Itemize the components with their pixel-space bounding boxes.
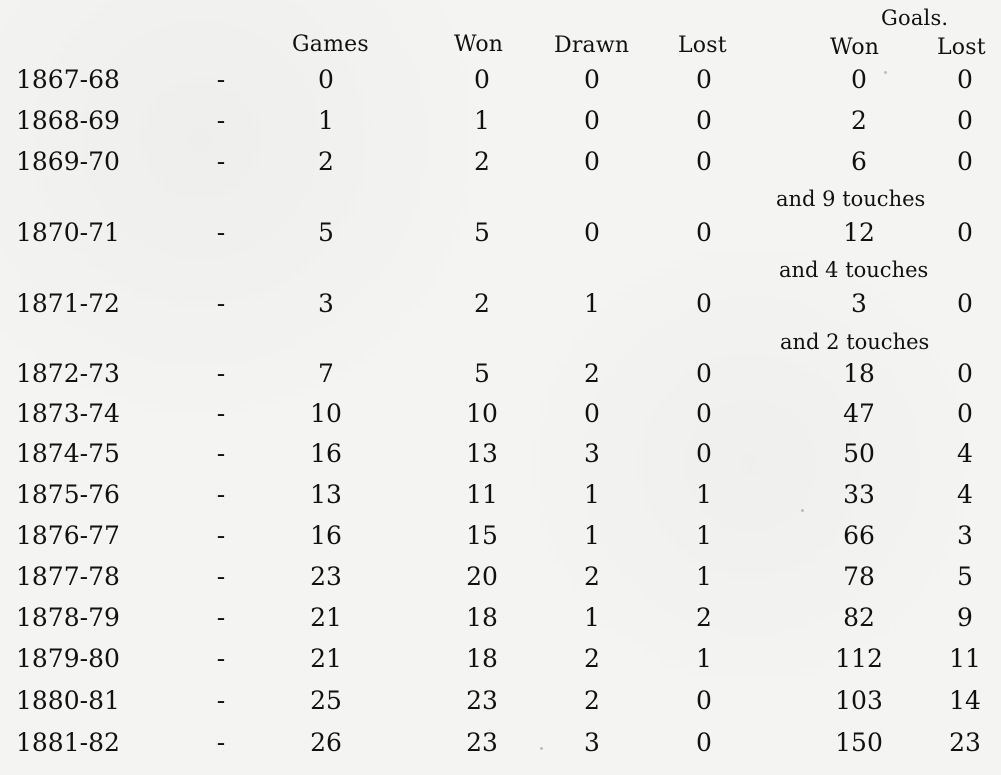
table-row — [0, 287, 1001, 321]
table-row — [0, 519, 1001, 553]
table-row — [0, 145, 1001, 179]
goals-won-cell: 18 — [843, 359, 875, 388]
drawn-cell: 0 — [584, 218, 600, 247]
drawn-cell: 2 — [584, 644, 600, 673]
drawn-cell: 0 — [584, 399, 600, 428]
goals-lost-cell: 11 — [949, 644, 981, 673]
season-cell: 1871-72 — [16, 289, 120, 318]
goals-won-cell: 6 — [851, 147, 867, 176]
goals-won-cell: 150 — [835, 728, 883, 757]
goals-won-cell: 78 — [843, 562, 875, 591]
table-row — [0, 437, 1001, 471]
drawn-cell: 2 — [584, 562, 600, 591]
goals-lost-cell: 3 — [957, 521, 973, 550]
separator-dash: - — [216, 603, 226, 632]
paper-speck — [884, 71, 887, 74]
lost-cell: 1 — [696, 521, 712, 550]
goals-lost-cell: 9 — [957, 603, 973, 632]
games-cell: 23 — [310, 562, 342, 591]
goals-won-cell: 66 — [843, 521, 875, 550]
games-cell: 5 — [318, 218, 334, 247]
games-cell: 16 — [310, 521, 342, 550]
table-row — [0, 216, 1001, 250]
season-cell: 1869-70 — [16, 147, 120, 176]
goals-lost-cell: 4 — [957, 439, 973, 468]
season-cell: 1868-69 — [16, 106, 120, 135]
table-row — [0, 104, 1001, 138]
season-cell: 1877-78 — [16, 562, 120, 591]
games-column-header: Games — [292, 32, 369, 57]
lost-cell: 0 — [696, 399, 712, 428]
season-cell: 1879-80 — [16, 644, 120, 673]
won-cell: 18 — [466, 644, 498, 673]
goals-lost-cell: 14 — [949, 686, 981, 715]
separator-dash: - — [216, 359, 226, 388]
separator-dash: - — [216, 644, 226, 673]
games-cell: 2 — [318, 147, 334, 176]
table-row — [0, 357, 1001, 391]
separator-dash: - — [216, 218, 226, 247]
games-cell: 21 — [310, 603, 342, 632]
games-cell: 25 — [310, 686, 342, 715]
drawn-cell: 1 — [584, 521, 600, 550]
games-cell: 0 — [318, 65, 334, 94]
paper-speck — [801, 509, 804, 512]
won-cell: 23 — [466, 728, 498, 757]
goals-lost-cell: 0 — [957, 147, 973, 176]
separator-dash: - — [216, 562, 226, 591]
season-cell: 1872-73 — [16, 359, 120, 388]
lost-cell: 0 — [696, 289, 712, 318]
won-cell: 2 — [474, 147, 490, 176]
touch-note: and 9 touches — [776, 187, 926, 211]
won-cell: 11 — [466, 480, 498, 509]
separator-dash: - — [216, 399, 226, 428]
separator-dash: - — [216, 439, 226, 468]
goals-won-cell: 12 — [843, 218, 875, 247]
goals-lost-cell: 0 — [957, 359, 973, 388]
drawn-cell: 0 — [584, 147, 600, 176]
goals-lost-cell: 0 — [957, 399, 973, 428]
goals-title: Goals. — [881, 6, 949, 30]
season-cell: 1874-75 — [16, 439, 120, 468]
drawn-cell: 0 — [584, 106, 600, 135]
table-row — [0, 63, 1001, 97]
lost-cell: 0 — [696, 65, 712, 94]
goals-lost-cell: 4 — [957, 480, 973, 509]
won-column-header: Won — [454, 32, 504, 57]
separator-dash: - — [216, 480, 226, 509]
games-cell: 13 — [310, 480, 342, 509]
table-row — [0, 478, 1001, 512]
drawn-cell: 1 — [584, 480, 600, 509]
drawn-cell: 1 — [584, 289, 600, 318]
won-cell: 5 — [474, 359, 490, 388]
won-cell: 5 — [474, 218, 490, 247]
lost-cell: 1 — [696, 480, 712, 509]
goals-won-cell: 33 — [843, 480, 875, 509]
drawn-cell: 2 — [584, 686, 600, 715]
season-cell: 1880-81 — [16, 686, 120, 715]
lost-cell: 1 — [696, 644, 712, 673]
goals-lost-cell: 0 — [957, 106, 973, 135]
lost-cell: 0 — [696, 147, 712, 176]
separator-dash: - — [216, 686, 226, 715]
table-row — [0, 601, 1001, 635]
games-cell: 21 — [310, 644, 342, 673]
won-cell: 10 — [466, 399, 498, 428]
drawn-cell: 0 — [584, 65, 600, 94]
games-cell: 3 — [318, 289, 334, 318]
games-cell: 26 — [310, 728, 342, 757]
table-row — [0, 642, 1001, 676]
table-row — [0, 397, 1001, 431]
won-cell: 13 — [466, 439, 498, 468]
games-cell: 1 — [318, 106, 334, 135]
goals-won-cell: 3 — [851, 289, 867, 318]
games-cell: 16 — [310, 439, 342, 468]
separator-dash: - — [216, 147, 226, 176]
touch-note: and 2 touches — [780, 330, 930, 354]
games-cell: 7 — [318, 359, 334, 388]
won-cell: 23 — [466, 686, 498, 715]
separator-dash: - — [216, 65, 226, 94]
separator-dash: - — [216, 728, 226, 757]
season-cell: 1881-82 — [16, 728, 120, 757]
drawn-cell: 3 — [584, 439, 600, 468]
goals-won-cell: 50 — [843, 439, 875, 468]
lost-cell: 0 — [696, 728, 712, 757]
won-cell: 18 — [466, 603, 498, 632]
season-cell: 1867-68 — [16, 65, 120, 94]
season-cell: 1878-79 — [16, 603, 120, 632]
goals-won-cell: 47 — [843, 399, 875, 428]
separator-dash: - — [216, 106, 226, 135]
drawn-cell: 2 — [584, 359, 600, 388]
table-row — [0, 560, 1001, 594]
won-cell: 15 — [466, 521, 498, 550]
goals-won-cell: 82 — [843, 603, 875, 632]
goals-lost-cell: 23 — [949, 728, 981, 757]
touch-note: and 4 touches — [779, 258, 929, 282]
games-cell: 10 — [310, 399, 342, 428]
paper-speck — [540, 747, 543, 750]
drawn-cell: 3 — [584, 728, 600, 757]
goals-lost-cell: 5 — [957, 562, 973, 591]
lost-cell: 0 — [696, 439, 712, 468]
goals-lost-cell: 0 — [957, 218, 973, 247]
lost-cell: 0 — [696, 359, 712, 388]
lost-cell: 2 — [696, 603, 712, 632]
won-cell: 1 — [474, 106, 490, 135]
separator-dash: - — [216, 521, 226, 550]
season-cell: 1875-76 — [16, 480, 120, 509]
season-cell: 1876-77 — [16, 521, 120, 550]
goals-won-cell: 0 — [851, 65, 867, 94]
separator-dash: - — [216, 289, 226, 318]
lost-column-header: Lost — [678, 33, 727, 58]
lost-cell: 0 — [696, 686, 712, 715]
lost-cell: 0 — [696, 106, 712, 135]
table-row — [0, 726, 1001, 760]
goals-won-column-header: Won — [830, 35, 880, 60]
lost-cell: 1 — [696, 562, 712, 591]
drawn-cell: 1 — [584, 603, 600, 632]
won-cell: 20 — [466, 562, 498, 591]
season-cell: 1870-71 — [16, 218, 120, 247]
lost-cell: 0 — [696, 218, 712, 247]
won-cell: 0 — [474, 65, 490, 94]
goals-lost-cell: 0 — [957, 65, 973, 94]
table-row — [0, 684, 1001, 718]
goals-won-cell: 2 — [851, 106, 867, 135]
drawn-column-header: Drawn — [554, 33, 630, 58]
goals-won-cell: 103 — [835, 686, 883, 715]
won-cell: 2 — [474, 289, 490, 318]
season-cell: 1873-74 — [16, 399, 120, 428]
goals-lost-column-header: Lost — [937, 35, 986, 60]
goals-lost-cell: 0 — [957, 289, 973, 318]
goals-won-cell: 112 — [835, 644, 883, 673]
